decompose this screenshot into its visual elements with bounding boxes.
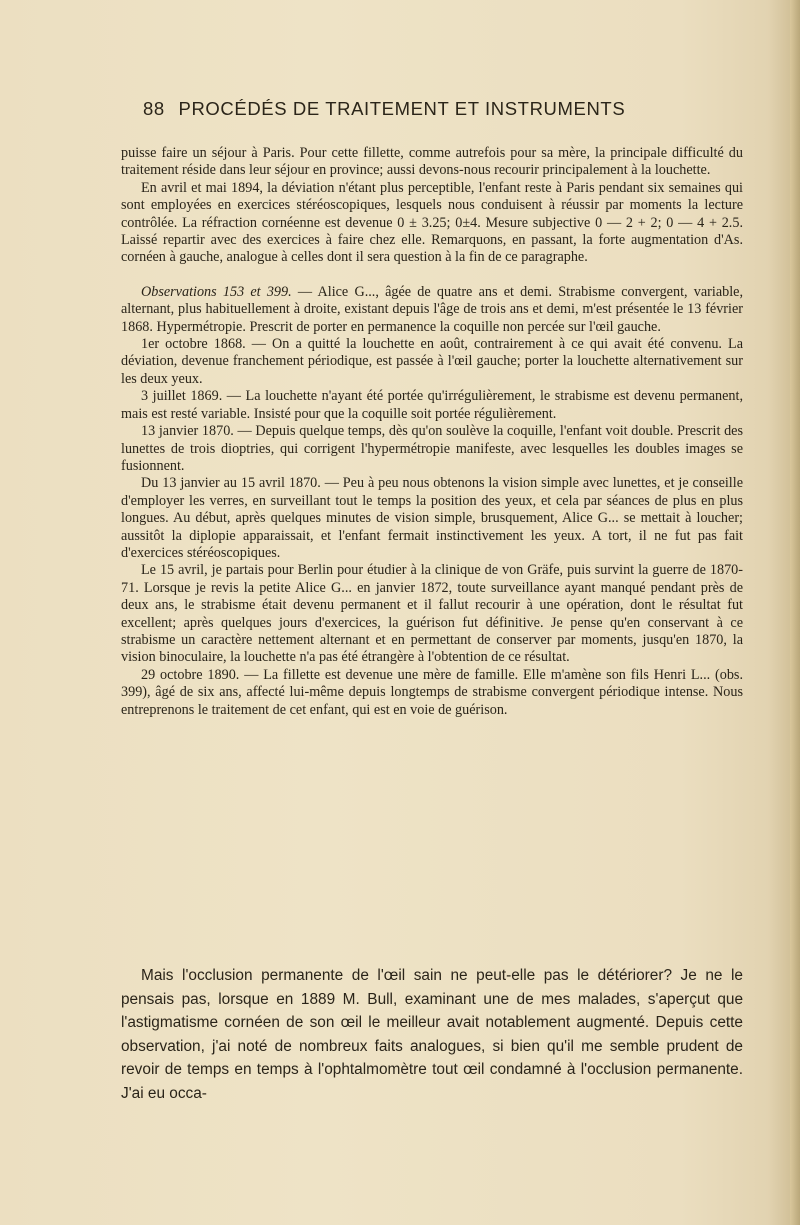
page-edge	[790, 0, 800, 1225]
running-header	[143, 98, 743, 120]
entry-1890: 29 octobre 1890. — La fillette est devenue une mère de famille. Elle m'amène son fils Henri L... (obs. 399), âgé de six ans, affecté lui-même depuis longtemps de strabisme convergent périodique intense. Nous entreprenons le traitement de cet enfant, qui est en voie de guérison.	[121, 666, 743, 718]
entry-berlin: Le 15 avril, je partais pour Berlin pour étudier à la clinique de von Gräfe, puis survint la guerre de 1870-71. Lorsque je revis la petite Alice G... en janvier 1872, toute surveillance ayant manqué pendant près de deux ans, le strabisme était devenu permanent et il fallut recourir à une opération, dont le résultat fut excellent; après quelques jours d'exercices, la guérison fut définitive. Je pense qu'en conservant à ce strabisme un caractère nettement alternant et en permettant de conserver par moments, jusqu'en 1870, la vision binoculaire, la louchette n'a pas été étrangère à l'obtention de ce résultat.	[121, 562, 743, 666]
observation-text: — Alice G..., âgée de quatre ans et demi. Strabisme convergent, variable, alternant, plus habituellement à droite, existant depuis l'âge de trois ans et demi, m'est présentée le 13 février 1868. Hypermétropie. Prescrit de porter en permanence la coquille non percée sur l'œil gauche.	[121, 283, 744, 335]
large-text-block	[121, 964, 743, 1106]
entry-1870-jan: 13 janvier 1870. — Depuis quelque temps, dès qu'on soulève la coquille, l'enfant voit double. Prescrit des lunettes de trois dioptries, qui corrigent l'hypermétropie manifeste, avec lesquelles les doubles images se fusionnent.	[121, 423, 743, 474]
entry-1868: 1er octobre 1868. — On a quitté la louchette en août, contrairement à ce qui avait été convenu. La déviation, devenue franchement périodique, est passée à l'œil gauche; porter la louchette alternativement sur les deux yeux.	[121, 336, 743, 387]
small-text-block	[121, 145, 743, 719]
entry-1869: 3 juillet 1869. — La louchette n'ayant été portée qu'irrégulièrement, le strabisme est devenu permanent, mais est resté variable. Insisté pour que la coquille soit portée régulièrement.	[121, 388, 743, 422]
running-title: PROCÉDÉS DE TRAITEMENT ET INSTRUMENTS	[178, 98, 626, 119]
observation-intro	[121, 284, 743, 336]
paragraph-continuation: puisse faire un séjour à Paris. Pour cette fillette, comme autrefois pour sa mère, la principale difficulté du traitement réside dans leur séjour en province; aussi devons-nous recourir principalement à la louchette.	[121, 145, 743, 179]
page-number: 88	[143, 98, 165, 119]
observation-title: Observations 153 et 399.	[141, 283, 292, 300]
paragraph-occlusion: Mais l'occlusion permanente de l'œil sain ne peut-elle pas le détériorer? Je ne le pensais pas, lorsque en 1889 M. Bull, examinant une de mes malades, s'aperçut que l'astigmatisme cornéen de son œil le meilleur avait notablement augmenté. Depuis cette observation, j'ai noté de nombreux faits analogues, si bien qu'il me semble prudent de revoir de temps en temps à l'ophtalmomètre tout œil condamné à l'occlusion permanente. J'ai eu occa-	[121, 967, 743, 1102]
entry-1870-apr: Du 13 janvier au 15 avril 1870. — Peu à peu nous obtenons la vision simple avec lunettes, et je conseille d'employer les verres, en surveillant tout le temps la position des yeux, et cela par séances de plus en plus longues. Au début, après quelques minutes de vision simple, brusquement, Alice G... se mettait à loucher; aussitôt la diplopie apparaissait, et l'enfant fermait instinctivement les yeux. A tort, il ne fut pas fait d'exercices stéréoscopiques.	[121, 475, 743, 561]
paragraph-april-may: En avril et mai 1894, la déviation n'étant plus perceptible, l'enfant reste à Paris pendant six semaines qui sont employées en exercices stéréoscopiques, lesquels nous conduisent à réussir par moments la lecture contrôlée. La réfraction cornéenne est devenue 0 ± 3.25; 0±4. Mesure subjective 0 — 2 + 2; 0 — 4 + 2.5. Laissé repartir avec des exercices à faire chez elle. Remarquons, en passant, la forte augmentation d'As. cornéen à gauche, analogue à celles dont il sera question à la fin de ce paragraphe.	[121, 179, 743, 266]
